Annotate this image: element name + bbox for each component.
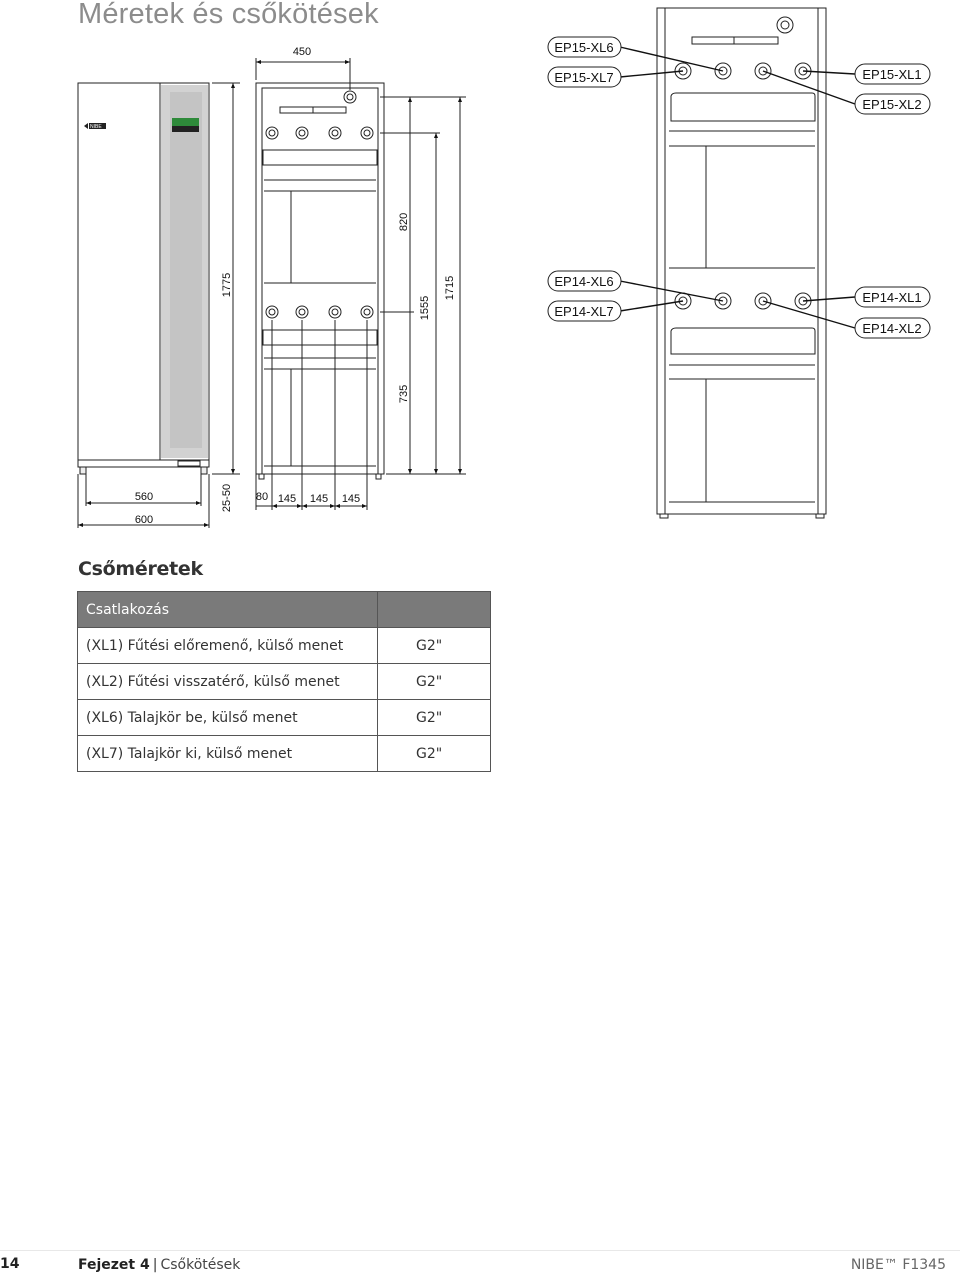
label-ep14-xl7: EP14-XL7 [554, 304, 614, 319]
rear-view [256, 83, 384, 474]
table-row [78, 736, 491, 772]
column-header: Csatlakozás [78, 592, 378, 628]
page-number: 14 [0, 1256, 20, 1272]
dim-1555: 1555 [419, 295, 431, 321]
section-label: Csőkötések [160, 1257, 241, 1273]
dim-735: 735 [398, 384, 410, 404]
dim-1775: 1775 [221, 272, 233, 298]
footer-separator: | [152, 1257, 158, 1273]
connection-name: (XL6) Talajkör be, külső menet [78, 700, 378, 736]
label-ep15-xl1: EP15-XL1 [862, 67, 922, 82]
table-row [78, 700, 491, 736]
dim-450: 450 [292, 46, 312, 58]
dim-1715: 1715 [444, 275, 456, 301]
connection-size: G2" [378, 700, 491, 736]
label-ep15-xl7: EP15-XL7 [554, 70, 614, 85]
dim-600: 600 [134, 514, 154, 526]
label-ep15-xl6: EP15-XL6 [554, 40, 614, 55]
dim-80: 80 [255, 491, 269, 503]
dimension-drawing [0, 0, 960, 550]
label-ep14-xl6: EP14-XL6 [554, 274, 614, 289]
dim-145-a: 145 [277, 493, 297, 505]
column-header [378, 592, 491, 628]
connection-name: (XL2) Fűtési visszatérő, külső menet [78, 664, 378, 700]
dim-145-c: 145 [341, 493, 361, 505]
dim-820: 820 [398, 212, 410, 232]
dim-feet: 25-50 [221, 483, 233, 513]
footer-divider [0, 1250, 960, 1251]
connection-name: (XL1) Fűtési előremenő, külső menet [78, 628, 378, 664]
label-ep15-xl2: EP15-XL2 [862, 97, 922, 112]
footer-brand: NIBE™ F1345 [850, 1257, 946, 1273]
label-ep14-xl1: EP14-XL1 [862, 290, 922, 305]
connection-size: G2" [378, 736, 491, 772]
table-header-row [78, 592, 491, 628]
footer-chapter [78, 1257, 240, 1273]
table-row [78, 664, 491, 700]
connection-name: (XL7) Talajkör ki, külső menet [78, 736, 378, 772]
svg-text:NIBE: NIBE [90, 124, 102, 130]
display-strip [172, 118, 199, 126]
connection-size: G2" [378, 628, 491, 664]
chapter-label: Fejezet 4 [78, 1257, 150, 1273]
dim-145-b: 145 [309, 493, 329, 505]
page-title: Méretek és csőkötések [78, 0, 379, 30]
front-view [78, 83, 209, 474]
pipe-sizes-table [77, 591, 491, 772]
table-row [78, 628, 491, 664]
dim-560: 560 [134, 491, 154, 503]
section-heading: Csőméretek [78, 558, 203, 580]
connection-size: G2" [378, 664, 491, 700]
label-ep14-xl2: EP14-XL2 [862, 321, 922, 336]
